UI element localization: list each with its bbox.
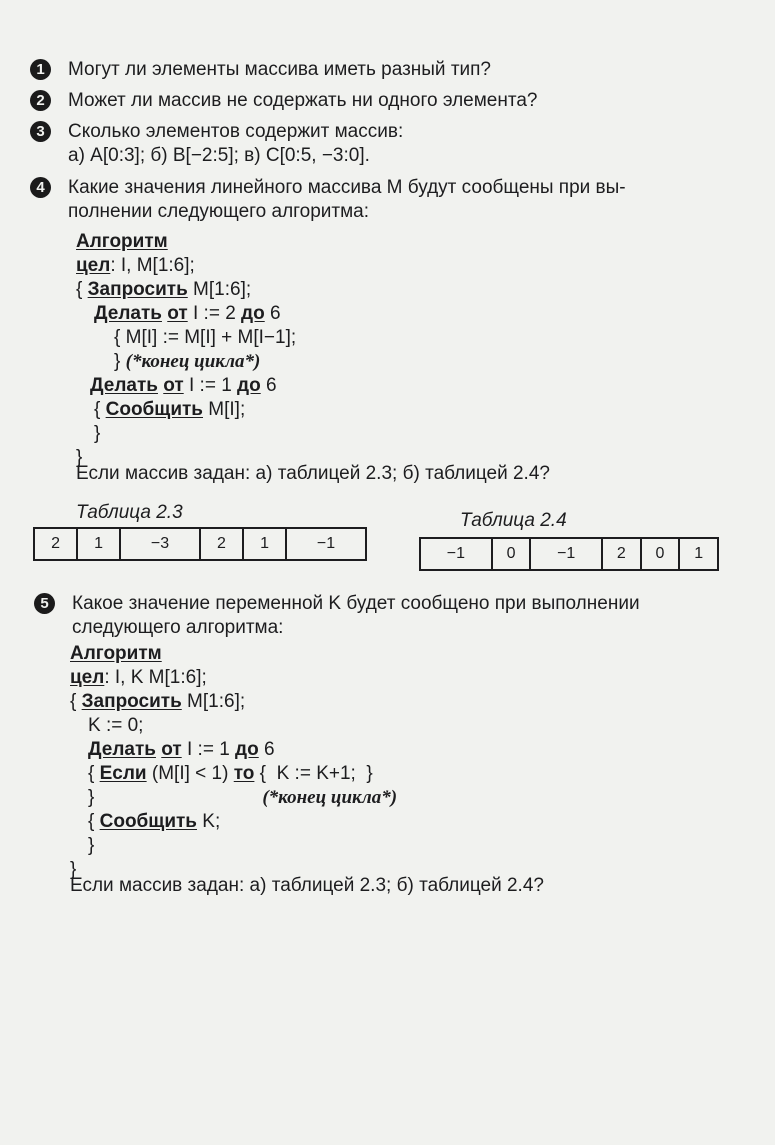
question-2 (30, 89, 755, 113)
question-text: Сколько элементов содержит массив: а) A[0:3]; б) B[−2:5]; в) C[0:5, −3:0]. (68, 121, 404, 166)
code-line: } (76, 447, 83, 468)
code-line: } (94, 423, 101, 444)
code-line: } (*конец цикла*) (114, 351, 261, 372)
table-row (420, 538, 718, 570)
table-cell: 2 (602, 538, 641, 570)
code-line: } (*конец цикла*) (88, 787, 398, 808)
table-cell: −1 (530, 538, 602, 570)
table-2-3-caption: Таблица 2.3 (76, 502, 183, 523)
table-2-4-caption: Таблица 2.4 (460, 510, 567, 531)
question-number: 3 (30, 121, 51, 142)
question-number: 2 (30, 90, 51, 111)
question-text: Может ли массив не содержать ни одного элемента? (68, 90, 538, 111)
table-2-3 (33, 527, 367, 561)
table-cell: 2 (200, 528, 243, 560)
task-condition-1: Если массив задан: а) таблицей 2.3; б) таблицей 2.4? (76, 463, 550, 484)
code-line: Алгоритм (76, 231, 168, 252)
task-condition-2: Если массив задан: а) таблицей 2.3; б) таблицей 2.4? (70, 875, 544, 896)
code-line: цел: I, M[1:6]; (76, 255, 195, 276)
table-2-4 (419, 537, 719, 571)
code-line: } (70, 859, 77, 880)
table-cell: 1 (679, 538, 718, 570)
code-line: K := 0; (88, 715, 144, 736)
question-text: Могут ли элементы массива иметь разный тип? (68, 59, 491, 80)
question-text: Какое значение переменной K будет сообщено при выполнении следующего алгоритма: (72, 593, 640, 638)
table-cell: 2 (34, 528, 77, 560)
table-cell: −1 (420, 538, 492, 570)
question-4 (30, 176, 755, 224)
question-number: 4 (30, 177, 51, 198)
question-text: Какие значения линейного массива M будут сообщены при вы- полнении следующего алгоритма: (68, 177, 626, 222)
code-line: { Запросить M[1:6]; (70, 691, 246, 712)
question-3 (30, 120, 755, 168)
algorithm-listing-2 (70, 642, 397, 882)
code-line: Делать от I := 1 до 6 (88, 739, 275, 760)
code-line: { Если (M[I] < 1) то { K := K+1; } (88, 763, 373, 784)
code-line: цел: I, K M[1:6]; (70, 667, 207, 688)
question-number: 5 (34, 593, 55, 614)
table-cell: 1 (77, 528, 120, 560)
table-cell: −1 (286, 528, 366, 560)
code-line: { Сообщить K; (88, 811, 221, 832)
table-cell: 0 (492, 538, 531, 570)
code-line: { Сообщить M[I]; (94, 399, 246, 420)
table-cell: 1 (243, 528, 286, 560)
question-5 (34, 592, 755, 640)
code-line: Алгоритм (70, 643, 162, 664)
table-cell: 0 (641, 538, 680, 570)
question-number: 1 (30, 59, 51, 80)
table-row (34, 528, 366, 560)
algorithm-listing-1 (76, 230, 296, 470)
table-cell: −3 (120, 528, 200, 560)
code-line: Делать от I := 1 до 6 (90, 375, 277, 396)
code-line: } (88, 835, 95, 856)
code-line: { M[I] := M[I] + M[I−1]; (114, 327, 297, 348)
code-line: Делать от I := 2 до 6 (94, 303, 281, 324)
code-line: { Запросить M[1:6]; (76, 279, 252, 300)
question-1 (30, 58, 755, 82)
